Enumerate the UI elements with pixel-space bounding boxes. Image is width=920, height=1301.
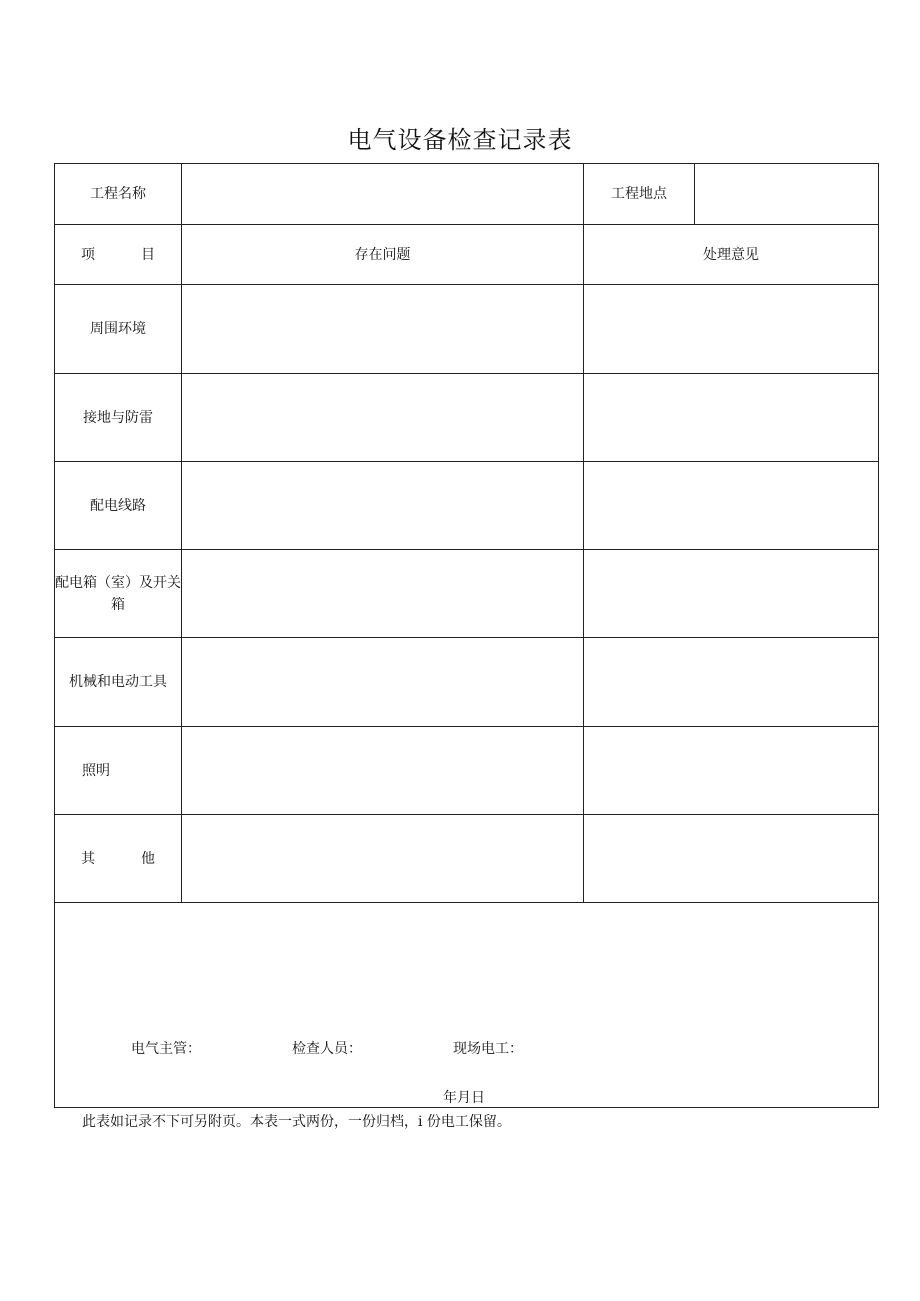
footnote: 此表如记录不下可另附页。本表一式两份，一份归档，i 份电工保留。: [82, 1114, 511, 1130]
issue-cell[interactable]: [182, 815, 584, 903]
row-label-grounding: 接地与防雷: [55, 374, 182, 462]
page-title: 电气设备检查记录表: [347, 126, 573, 154]
table-row: [55, 550, 879, 638]
table-row: [55, 727, 879, 815]
opinion-column-header: 处理意见: [584, 225, 879, 285]
project-location-label: 工程地点: [584, 164, 695, 225]
row-label-other: [55, 815, 182, 903]
opinion-cell[interactable]: [584, 285, 879, 374]
issue-cell[interactable]: [182, 638, 584, 727]
lighting-label-text: 照明: [82, 762, 110, 779]
issue-cell[interactable]: [182, 462, 584, 550]
row-label-wiring: 配电线路: [55, 462, 182, 550]
date-label: 年月日: [443, 1090, 485, 1106]
signature-line: [131, 1038, 614, 1058]
item-column-header: [55, 225, 182, 285]
opinion-cell[interactable]: [584, 727, 879, 815]
site-electrician-label: 现场电工：: [453, 1041, 523, 1057]
table-row: [55, 815, 879, 903]
project-info-row: [55, 164, 879, 225]
issue-cell[interactable]: [182, 374, 584, 462]
column-header-row: [55, 225, 879, 285]
opinion-cell[interactable]: [584, 815, 879, 903]
opinion-cell[interactable]: [584, 462, 879, 550]
opinion-cell[interactable]: [584, 374, 879, 462]
inspector-label: 检查人员：: [292, 1041, 362, 1057]
signature-cell: [55, 903, 879, 1108]
electrical-supervisor-label: 电气主管：: [131, 1041, 201, 1057]
other-label-char-2: 他: [141, 850, 155, 867]
issue-cell[interactable]: [182, 550, 584, 638]
signature-row: [55, 903, 879, 1108]
inspection-record-table: [54, 163, 879, 1108]
opinion-cell[interactable]: [584, 638, 879, 727]
item-header-char-2: 目: [141, 246, 155, 263]
row-label-distribution-box: 配电箱（室）及开关箱: [55, 550, 182, 638]
other-label-char-1: 其: [81, 850, 95, 867]
table-row: [55, 285, 879, 374]
row-label-lighting: [55, 727, 182, 815]
row-label-environment: 周围环境: [55, 285, 182, 374]
issue-cell[interactable]: [182, 285, 584, 374]
row-label-tools: 机械和电动工具: [55, 638, 182, 727]
item-header-char-1: 项: [81, 246, 95, 263]
table-row: [55, 462, 879, 550]
project-name-field[interactable]: [182, 164, 584, 225]
table-row: [55, 374, 879, 462]
issue-cell[interactable]: [182, 727, 584, 815]
opinion-cell[interactable]: [584, 550, 879, 638]
issues-column-header: 存在问题: [182, 225, 584, 285]
table-row: [55, 638, 879, 727]
project-name-label: 工程名称: [55, 164, 182, 225]
project-location-field[interactable]: [695, 164, 879, 225]
